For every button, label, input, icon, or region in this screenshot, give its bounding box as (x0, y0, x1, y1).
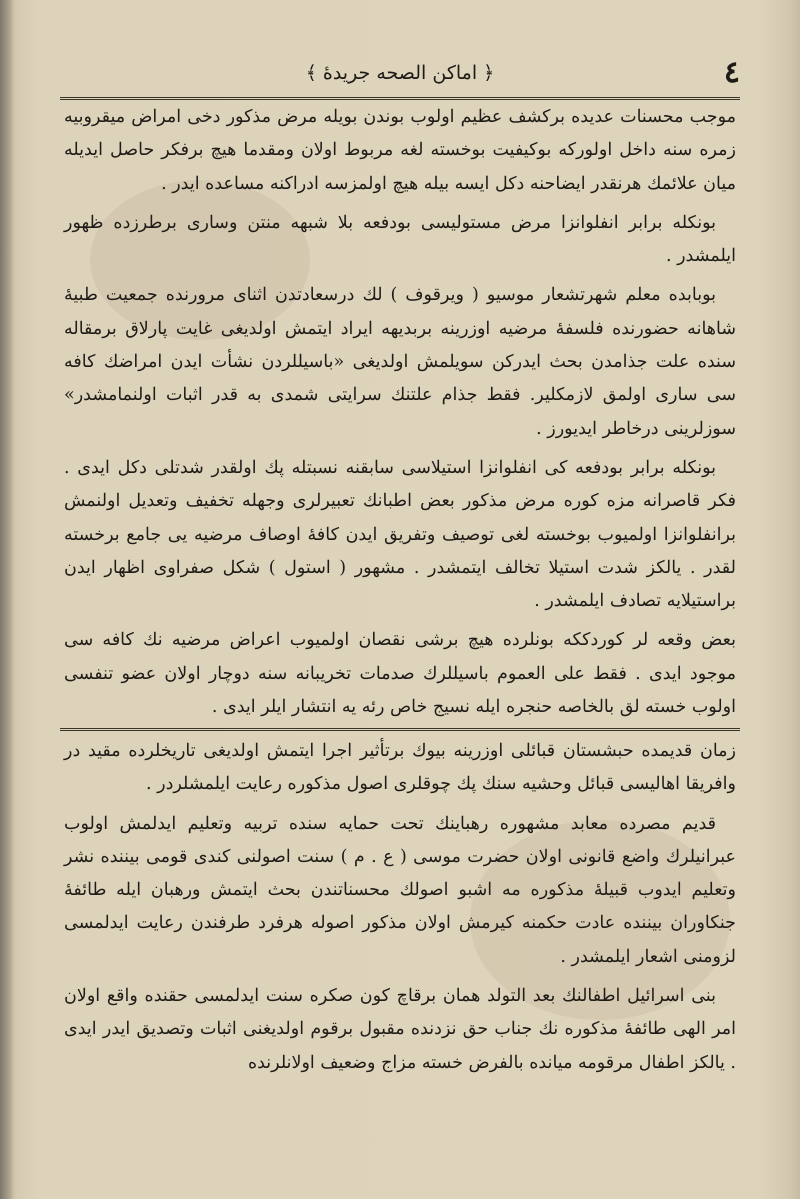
section-divider-rule (60, 728, 740, 731)
paragraph: موجب محسنات عديده بركشف عظيم اولوب بوندن بويله مرض مذكور دخى امراض ميقروبيه زمره سنه داخل اولوركه بوكيفيت بوخسته لغه مربوط اولان ومقدما هيچ برفكر حاصل ايديله ميان علائمك هرنقدر ايضاحنه دكل ايسه بيله هيچ اولمزسه ادراكنه مساعده ايدر . (64, 107, 736, 194)
page-number: ٤ (723, 55, 740, 90)
upper-text-block (64, 101, 736, 730)
running-title: ﴿ اماكن الصحه جريدهٔ ﴾ (305, 62, 495, 84)
paragraph: بونكله برابر انفلوانزا مرض مستوليسى بودفعه بلا شبهه منتن وسارى برطرزده ظهور ايلمشدر . (64, 212, 736, 267)
paragraph: بعض وقعه لر كوردككه بونلرده هيچ برشى نقصان اولميوب اعراض مرضيه نك كافه سى موجود ايدى . فقط على العموم باسيللرك صدمات تخريبانه سنه دوچار اولان عضو تنفسى اولوب خسته لق بالخاصه حنجره ايله نسيج خاص رئه يه انتشار ايلر ايدى . (64, 630, 736, 718)
page-header (60, 55, 740, 91)
paragraph: بنى اسرائيل اطفالنك بعد التولد همان برقاچ كون صكره سنت ايدلمسى حقنده واقع اولان امر الهى طائفهٔ مذكوره نك جناب حق نزدنده مقبول برقوم اولديغنى اثبات وتصديق ايدر ايدى . يالكز اطفال مرقومه ميانده بالفرض خسته مزاج وضعيف اولانلرنده (64, 986, 736, 1073)
lower-text-block (64, 735, 736, 1086)
header-rule (60, 97, 740, 100)
paragraph: زمان قديمده حبشستان قبائلى اوزرينه بيوك برتأثير اجرا ايتمش اولديغى تاريخلرده مقيد در وافريقا اهاليسى قبائل وحشيه سنك پك چوقلرى اصول مذكوره رعايت ايلمشلردر . (64, 741, 736, 795)
page-edge-shadow (0, 0, 14, 1199)
paragraph: قديم مصرده معابد مشهوره رهباينك تحت حمايه سنده تربيه وتعليم ايدلمش اولوب عبرانيلرك واضع قانونى اولان حضرت موسى ( ع . م ) سنت اصولنى كندى قومى بيننده نشر وتعليم ايدوب قبيلهٔ مذكوره مه اشبو اصولك محسناتندن بحث ايتمش ورهبان ايله طائفهٔ جنكاوران بيننده عادت حكمنه كيرمش اولان مذكور اصوله هرفرد طرفندن رعايت ايدلمسى لزومنى اشعار ايلمشدر . (64, 813, 736, 967)
paragraph: بوبابده معلم شهرتشعار موسيو ( ويرقوف ) لك درسعادتدن اثناى مرورنده جمعيت طبيهٔ شاهانه حضورنده فلسفهٔ مرضيه اوزرينه بربديهه ايراد ايتمش اولديغى غايت پارلاق برمقاله سنده علت جذامدن بحث ايدركن سويلمش اولديغى «باسيللردن نشأت ايدن امراضك كافه سى سارى اولمق لازمكلير. فقط جذام علتنك سرايتى شمدى به قدر اثبات اولنمامشدر» سوزلرينى درخاطر ايديورز . (64, 285, 736, 439)
paragraph: بونكله برابر بودفعه كى انفلوانزا استيلاسى سابقنه نسبتله پك اولقدر شدتلى دكل ايدى . فكر قاصرانه مزه كوره مرض مذكور بعض اطبانك تعبيرلرى وجهله تخفيف وتعديل اولنمش برانفلوانزا اولميوب بوخسته لغى توصيف وتفريق ايدن كافهٔ اوصاف مرضيه يى جامع برخسته لقدر . يالكز شدت استيلا تخالف ايتمشدر . مشهور ( استول ) شكل صفراوى اظهار ايدن براستيلايه تصادف ايلمشدر . (64, 457, 736, 612)
